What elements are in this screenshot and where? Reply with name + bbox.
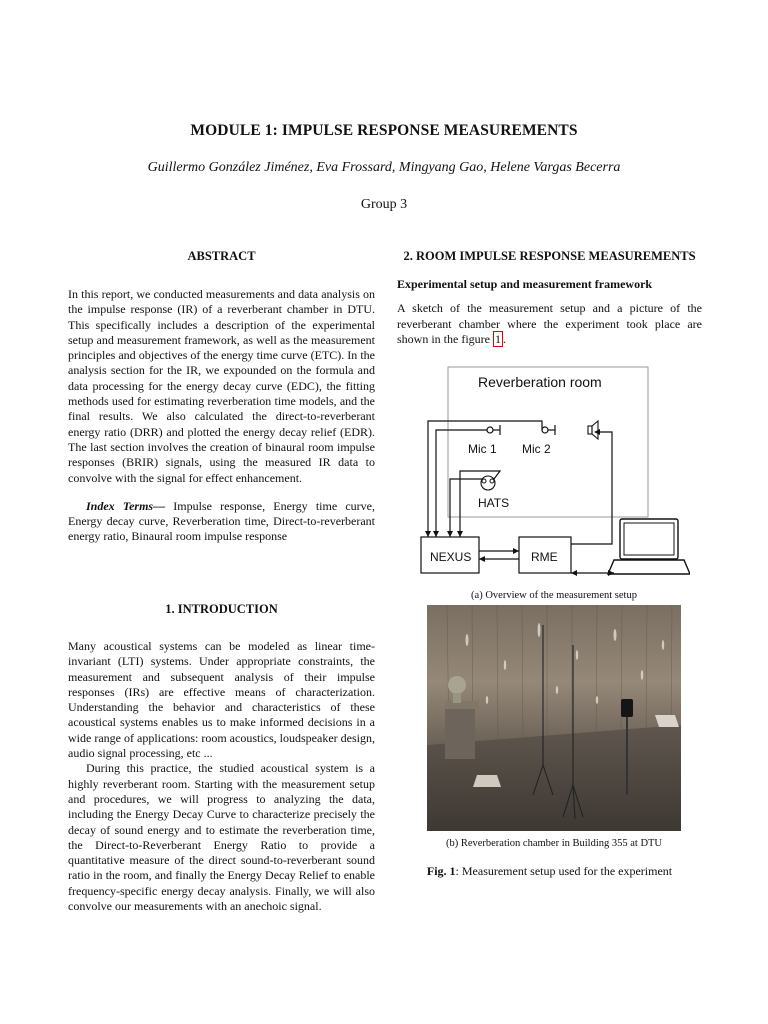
mic2-icon [542,425,555,435]
chamber-photo [427,605,681,831]
paper-authors: Guillermo González Jiménez, Eva Frossard, Mingyang Gao, Helene Vargas Becerra [147,160,621,175]
loudspeaker-icon [588,421,598,439]
hats-icon [481,476,495,490]
section2-heading: 2. ROOM IMPULSE RESPONSE MEASUREMENTS [403,249,696,263]
paper-title: MODULE 1: IMPULSE RESPONSE MEASUREMENTS [190,122,578,139]
mic2-label: Mic 2 [522,442,551,456]
caption-a: (a) Overview of the measurement setup [471,590,637,601]
caption-b: (b) Reverberation chamber in Building 355 at DTU [445,838,663,849]
abstract-heading: ABSTRACT [187,249,256,263]
setup-diagram [414,363,690,585]
mic1-icon [487,425,500,435]
index-terms [68,499,375,545]
hats-label: HATS [478,496,510,510]
intro-paragraph-1: Many acoustical systems can be modeled as linear time-invariant (LTI) systems. Under appropriate constraints, the measurement and subsequent analysis of their impulse responses (IRs) are effective means of characterization. Understanding the behavior and characteristics of these acoustical systems enables us to make informed decisions in a wide range of applications: room acoustics, loudspeaker design, audio signal processing, etc ... [68,639,375,761]
room-label: Reverberation room [478,374,602,390]
section2-text [397,301,702,347]
rme-label: RME [531,550,558,564]
section2-text-before: A sketch of the measurement setup and a picture of the reverberant chamber where the experiment took place are shown in the figure [397,301,702,346]
paper-group: Group 3 [360,197,408,212]
intro-section [68,639,375,914]
index-terms-text: Impulse response, Energy time curve, Energy decay curve, Reverberation time, Direct-to-reverberant energy ratio, Binaural room impulse response [68,498,375,544]
figure-caption-text: : Measurement setup used for the experiment [455,864,673,878]
nexus-label: NEXUS [430,550,472,564]
section2-subheading: Experimental setup and measurement framework [397,277,653,291]
intro-heading: 1. INTRODUCTION [165,602,278,616]
figure-citation-link[interactable]: 1 [494,331,501,346]
intro-paragraph-2: During this practice, the studied acoustical system is a highly reverberant room. Starting with the measurement setup and procedures, we will progress to analyzing the data, including the Energy Decay Curve to characterize precisely the decay of sound energy and to estimate the reverberation time, the Direct-to-Reverberant Energy Ratio to provide a quantitative measure of the direct sound-to-reverberant sound ratio in the room, and finally the Energy Decay Relief to enable frequency-specific energy decay analysis. Finally, we will also convolve our measurements with an anechoic signal. [68,761,375,914]
index-terms-label: Index Terms— [86,498,166,513]
section2-body [397,277,702,347]
mic1-label: Mic 1 [468,442,497,456]
section2-text-after: . [502,331,506,346]
laptop-icon [608,519,690,574]
abstract-text: In this report, we conducted measurements and data analysis on the impulse response (IR) of a reverberant chamber in DTU. This specifically includes a description of the experimental setup and measurement framework, as well as the measurement principles and objectives of the energy time curve (ETC). In the analysis section for the IR, we expounded on the formula and data processing for the energy decay curve (EDC), the fitting methods used for estimating reverberation time models, and the final results. We also calculated the direct-to-reverberant energy ratio (DRR) and plotted the energy decay relief (EDR). The last section involves the creation of binaural room impulse responses (BRIR) signals, using the measured IR data to convolve with the signal for effect enhancement. [68,287,375,485]
figure-label: Fig. 1 [426,864,456,878]
abstract-section [68,287,375,545]
figure-caption [397,864,702,879]
